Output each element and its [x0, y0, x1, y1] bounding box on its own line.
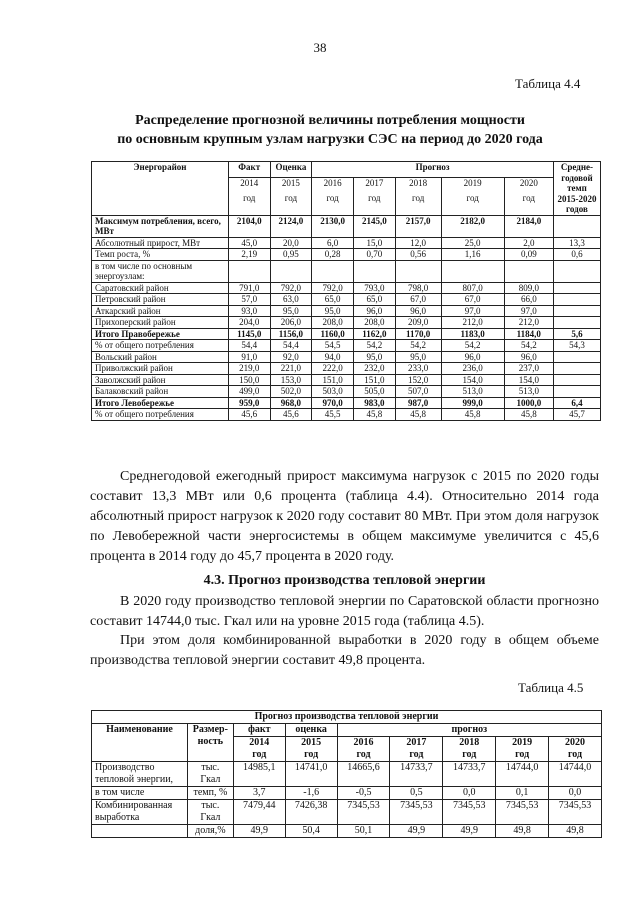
avg-rate-cell: 5,6: [553, 328, 600, 340]
avg-rate-header-line: темп: [567, 183, 587, 193]
value-cell: 54,2: [395, 340, 441, 352]
table-4-4-caption: Таблица 4.4: [515, 76, 581, 91]
row-name: Итого Правобережье: [92, 328, 229, 340]
value-cell: 1,16: [441, 249, 504, 261]
value-cell: [228, 260, 270, 282]
row-name: Комбинированная выработка: [92, 800, 188, 825]
avg-rate-cell: 6,4: [553, 397, 600, 409]
row-name: Итого Левобережье: [92, 397, 229, 409]
avg-rate-header: [553, 162, 600, 216]
row-name: Вольский район: [92, 351, 229, 363]
value-cell: 1170,0: [395, 328, 441, 340]
value-cell: 1162,0: [353, 328, 395, 340]
unit-cell: тыс. Гкал: [187, 800, 233, 825]
value-cell: 49,9: [443, 825, 496, 838]
value-cell: 2104,0: [228, 215, 270, 237]
year-header: 2014 год: [228, 178, 270, 215]
value-cell: 20,0: [270, 237, 312, 249]
value-cell: 96,0: [441, 351, 504, 363]
value-cell: [312, 260, 354, 282]
name-header: Наименование: [92, 724, 188, 762]
avg-rate-cell: 54,3: [553, 340, 600, 352]
value-cell: [395, 260, 441, 282]
value-cell: 50,4: [285, 825, 337, 838]
table-row: [92, 386, 601, 398]
table-4-5-caption: Таблица 4.5: [518, 680, 584, 695]
row-name: Петровский район: [92, 294, 229, 306]
value-cell: 7345,53: [390, 800, 443, 825]
value-cell: 959,0: [228, 397, 270, 409]
avg-rate-cell: [553, 363, 600, 375]
value-cell: 153,0: [270, 374, 312, 386]
forecast-header: Прогноз: [312, 162, 554, 178]
row-name: % от общего потребления: [92, 409, 229, 421]
value-cell: 152,0: [395, 374, 441, 386]
fact-header: факт: [233, 724, 285, 737]
estimate-header: Оценка: [270, 162, 312, 178]
value-cell: 2130,0: [312, 215, 354, 237]
value-cell: [270, 260, 312, 282]
row-name: Аткарский район: [92, 305, 229, 317]
row-name: Максимум потребления, всего, МВт: [92, 215, 229, 237]
page-number: 38: [313, 40, 327, 55]
value-cell: [353, 260, 395, 282]
table-4-4-body: [92, 215, 601, 420]
value-cell: 2157,0: [395, 215, 441, 237]
value-cell: 219,0: [228, 363, 270, 375]
year-header: 2019 год: [441, 178, 504, 215]
value-cell: 63,0: [270, 294, 312, 306]
value-cell: 3,7: [233, 787, 285, 800]
year-header: 2018 год: [443, 737, 496, 762]
unit-header: Размер- ность: [187, 724, 233, 762]
year-header: 2015 год: [285, 737, 337, 762]
table-4-5-title: Прогноз производства тепловой энергии: [92, 711, 602, 724]
value-cell: 14744,0: [549, 762, 602, 787]
value-cell: 513,0: [504, 386, 553, 398]
value-cell: 970,0: [312, 397, 354, 409]
table-4-4-title: [60, 111, 600, 149]
row-name: Балаковский район: [92, 386, 229, 398]
value-cell: 25,0: [441, 237, 504, 249]
table-row: [92, 282, 601, 294]
year-header: 2015 год: [270, 178, 312, 215]
value-cell: 502,0: [270, 386, 312, 398]
avg-rate-cell: 0,6: [553, 249, 600, 261]
row-name: Прихоперский район: [92, 317, 229, 329]
table-row: [92, 762, 602, 787]
value-cell: 45,5: [312, 409, 354, 421]
row-name: в том числе: [92, 787, 188, 800]
value-cell: 2,19: [228, 249, 270, 261]
value-cell: 7426,38: [285, 800, 337, 825]
value-cell: 14665,6: [337, 762, 390, 787]
value-cell: 0,5: [390, 787, 443, 800]
value-cell: 0,0: [549, 787, 602, 800]
value-cell: 66,0: [504, 294, 553, 306]
row-name: Производство тепловой энергии,: [92, 762, 188, 787]
value-cell: 1000,0: [504, 397, 553, 409]
value-cell: 65,0: [312, 294, 354, 306]
value-cell: 7479,44: [233, 800, 285, 825]
value-cell: 0,28: [312, 249, 354, 261]
value-cell: 14985,1: [233, 762, 285, 787]
table-row: [92, 294, 601, 306]
fact-header: Факт: [228, 162, 270, 178]
row-name: % от общего потребления: [92, 340, 229, 352]
table-row: [92, 340, 601, 352]
avg-rate-cell: 13,3: [553, 237, 600, 249]
region-header: Энергорайон: [92, 162, 229, 216]
value-cell: 1183,0: [441, 328, 504, 340]
value-cell: 49,8: [549, 825, 602, 838]
value-cell: 1145,0: [228, 328, 270, 340]
table-row: [92, 351, 601, 363]
value-cell: 1184,0: [504, 328, 553, 340]
table-row: [92, 363, 601, 375]
value-cell: 809,0: [504, 282, 553, 294]
table-4-5-header-row: [92, 724, 602, 737]
row-name: Абсолютный прирост, МВт: [92, 237, 229, 249]
value-cell: 49,9: [233, 825, 285, 838]
value-cell: 54,2: [504, 340, 553, 352]
value-cell: [441, 260, 504, 282]
table-row: [92, 215, 601, 237]
table-4-4-title-line2: по основным крупным узлам нагрузки СЭС на период до 2020 года: [117, 132, 543, 147]
value-cell: 2184,0: [504, 215, 553, 237]
value-cell: 204,0: [228, 317, 270, 329]
value-cell: 45,0: [228, 237, 270, 249]
value-cell: 212,0: [504, 317, 553, 329]
table-4-4: [91, 161, 601, 421]
avg-rate-cell: [553, 282, 600, 294]
value-cell: 14741,0: [285, 762, 337, 787]
value-cell: 1160,0: [312, 328, 354, 340]
year-header: 2018 год: [395, 178, 441, 215]
value-cell: 505,0: [353, 386, 395, 398]
value-cell: 0,95: [270, 249, 312, 261]
table-row: [92, 328, 601, 340]
value-cell: -0,5: [337, 787, 390, 800]
value-cell: 54,4: [270, 340, 312, 352]
value-cell: 999,0: [441, 397, 504, 409]
value-cell: 222,0: [312, 363, 354, 375]
avg-rate-header-line: Средне-: [560, 162, 594, 172]
value-cell: 67,0: [395, 294, 441, 306]
value-cell: 503,0: [312, 386, 354, 398]
table-row: [92, 787, 602, 800]
table-4-4-header-row: [92, 162, 601, 178]
value-cell: 0,56: [395, 249, 441, 261]
table-row: [92, 317, 601, 329]
avg-rate-header-line: годовой: [561, 172, 593, 183]
value-cell: 2124,0: [270, 215, 312, 237]
value-cell: 499,0: [228, 386, 270, 398]
paragraph-load-growth: Среднегодовой ежегодный прирост максимума нагрузок с 2015 по 2020 годы составит 13,3 МВт или 0,6 процента (таблица 4.4). Относительно 2014 года абсолютный прирост нагрузок к 2020 году составит 80 МВт. При этом доля нагрузок по Левобережной части энергосистемы в общем максимуме увеличится с 45,6 процента в 2014 году до 45,7 процента в 2020 году.: [90, 469, 599, 564]
year-header: 2017 год: [390, 737, 443, 762]
value-cell: 209,0: [395, 317, 441, 329]
value-cell: 45,8: [395, 409, 441, 421]
table-row: [92, 249, 601, 261]
value-cell: 208,0: [353, 317, 395, 329]
avg-rate-cell: [553, 305, 600, 317]
value-cell: 45,8: [441, 409, 504, 421]
year-header: 2020 год: [504, 178, 553, 215]
value-cell: 95,0: [353, 351, 395, 363]
year-header: 2016 год: [312, 178, 354, 215]
value-cell: 97,0: [441, 305, 504, 317]
value-cell: 54,2: [353, 340, 395, 352]
estimate-header: оценка: [285, 724, 337, 737]
value-cell: 7345,53: [443, 800, 496, 825]
unit-cell: тыс. Гкал: [187, 762, 233, 787]
row-name: Саратовский район: [92, 282, 229, 294]
table-row: [92, 825, 602, 838]
year-header: 2017 год: [353, 178, 395, 215]
value-cell: 14744,0: [496, 762, 549, 787]
value-cell: 7345,53: [549, 800, 602, 825]
value-cell: 6,0: [312, 237, 354, 249]
value-cell: 54,2: [441, 340, 504, 352]
row-name: Темп роста, %: [92, 249, 229, 261]
row-name: Приволжский район: [92, 363, 229, 375]
section-heading: 4.3. Прогноз производства тепловой энергии: [203, 573, 486, 588]
table-row: [92, 305, 601, 317]
year-header: 2020 год: [549, 737, 602, 762]
row-name: Заволжский район: [92, 374, 229, 386]
value-cell: 45,8: [353, 409, 395, 421]
value-cell: 92,0: [270, 351, 312, 363]
avg-rate-cell: [553, 294, 600, 306]
table-row: [92, 237, 601, 249]
value-cell: 91,0: [228, 351, 270, 363]
value-cell: 96,0: [395, 305, 441, 317]
avg-rate-cell: 45,7: [553, 409, 600, 421]
avg-rate-cell: [553, 317, 600, 329]
value-cell: 798,0: [395, 282, 441, 294]
value-cell: 0,70: [353, 249, 395, 261]
value-cell: 14733,7: [390, 762, 443, 787]
value-cell: 96,0: [504, 351, 553, 363]
table-4-5-body: [92, 762, 602, 838]
value-cell: 2145,0: [353, 215, 395, 237]
value-cell: 95,0: [395, 351, 441, 363]
value-cell: 54,4: [228, 340, 270, 352]
value-cell: 968,0: [270, 397, 312, 409]
value-cell: 151,0: [353, 374, 395, 386]
row-name: в том числе по основным энергоузлам:: [92, 260, 229, 282]
value-cell: 236,0: [441, 363, 504, 375]
value-cell: 0,1: [496, 787, 549, 800]
value-cell: [504, 260, 553, 282]
paragraph-combined-share: При этом доля комбинированной выработки в 2020 году в общем объеме производства тепловой энергии составит 49,8 процента.: [90, 633, 599, 668]
value-cell: 792,0: [312, 282, 354, 294]
value-cell: 45,6: [228, 409, 270, 421]
value-cell: 0,0: [443, 787, 496, 800]
value-cell: 67,0: [441, 294, 504, 306]
value-cell: 233,0: [395, 363, 441, 375]
value-cell: 208,0: [312, 317, 354, 329]
value-cell: 94,0: [312, 351, 354, 363]
table-4-5-title-row: [92, 711, 602, 724]
avg-rate-cell: [553, 386, 600, 398]
value-cell: 807,0: [441, 282, 504, 294]
value-cell: 95,0: [312, 305, 354, 317]
table-row: [92, 397, 601, 409]
avg-rate-cell: [553, 374, 600, 386]
avg-rate-header-line: 2015-2020: [557, 193, 597, 204]
value-cell: 983,0: [353, 397, 395, 409]
value-cell: 793,0: [353, 282, 395, 294]
value-cell: 93,0: [228, 305, 270, 317]
table-row: [92, 409, 601, 421]
value-cell: 154,0: [504, 374, 553, 386]
unit-cell: темп, %: [187, 787, 233, 800]
value-cell: 2,0: [504, 237, 553, 249]
value-cell: 791,0: [228, 282, 270, 294]
value-cell: 14733,7: [443, 762, 496, 787]
value-cell: 212,0: [441, 317, 504, 329]
avg-rate-header-line: годов: [566, 204, 588, 214]
unit-cell: доля,%: [187, 825, 233, 838]
value-cell: 97,0: [504, 305, 553, 317]
value-cell: 513,0: [441, 386, 504, 398]
avg-rate-cell: [553, 351, 600, 363]
value-cell: 232,0: [353, 363, 395, 375]
value-cell: 45,6: [270, 409, 312, 421]
value-cell: 15,0: [353, 237, 395, 249]
value-cell: 1156,0: [270, 328, 312, 340]
value-cell: 49,9: [390, 825, 443, 838]
table-4-5: [91, 710, 602, 838]
value-cell: 7345,53: [337, 800, 390, 825]
value-cell: 0,09: [504, 249, 553, 261]
table-row: [92, 260, 601, 282]
value-cell: 2182,0: [441, 215, 504, 237]
table-row: [92, 800, 602, 825]
value-cell: 45,8: [504, 409, 553, 421]
value-cell: 65,0: [353, 294, 395, 306]
row-name: [92, 825, 188, 838]
value-cell: 151,0: [312, 374, 354, 386]
forecast-header: прогноз: [337, 724, 601, 737]
year-header: 2016 год: [337, 737, 390, 762]
value-cell: 50,1: [337, 825, 390, 838]
table-row: [92, 374, 601, 386]
value-cell: 237,0: [504, 363, 553, 375]
value-cell: -1,6: [285, 787, 337, 800]
value-cell: 95,0: [270, 305, 312, 317]
value-cell: 150,0: [228, 374, 270, 386]
avg-rate-cell: [553, 260, 600, 282]
value-cell: 987,0: [395, 397, 441, 409]
value-cell: 7345,53: [496, 800, 549, 825]
value-cell: 12,0: [395, 237, 441, 249]
value-cell: 154,0: [441, 374, 504, 386]
value-cell: 507,0: [395, 386, 441, 398]
value-cell: 49,8: [496, 825, 549, 838]
year-header: 2014 год: [233, 737, 285, 762]
table-4-4-title-line1: Распределение прогнозной величины потребления мощности: [135, 113, 525, 128]
year-header: 2019 год: [496, 737, 549, 762]
value-cell: 57,0: [228, 294, 270, 306]
value-cell: 221,0: [270, 363, 312, 375]
avg-rate-cell: [553, 215, 600, 237]
value-cell: 206,0: [270, 317, 312, 329]
value-cell: 96,0: [353, 305, 395, 317]
value-cell: 54,5: [312, 340, 354, 352]
paragraph-heat-production: В 2020 году производство тепловой энергии по Саратовской области прогнозно составит 14744,0 тыс. Гкал или на уровне 2015 года (таблица 4.5).: [90, 594, 599, 629]
value-cell: 792,0: [270, 282, 312, 294]
